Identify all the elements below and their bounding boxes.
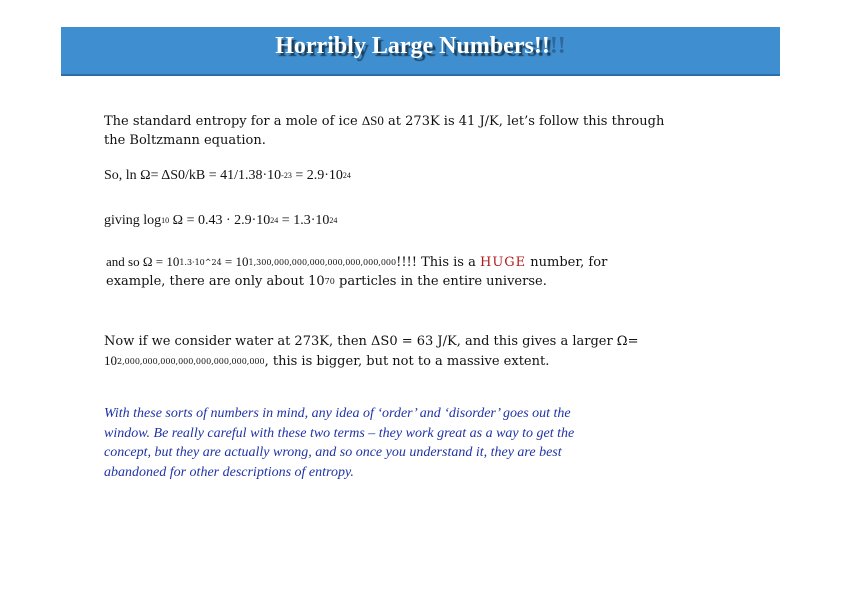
- text: window. Be really careful with these two terms – they work great as a way to get the: [104, 425, 575, 441]
- text: The standard entropy for a mole of ice: [104, 114, 362, 129]
- exponent: 24: [342, 171, 351, 180]
- text: number, for: [526, 255, 608, 270]
- text: = 1.3·10: [278, 213, 330, 228]
- text: concept, but they are actually wrong, and so once you understand it, they are best: [104, 445, 562, 460]
- subscript: 10: [161, 216, 170, 225]
- paragraph-ice-entropy: [104, 111, 664, 150]
- text: at 273K is 41 J/K, let’s follow this through: [383, 114, 665, 129]
- text: giving log: [104, 213, 162, 228]
- text: With these sorts of numbers in mind, any idea of ‘order’ and ‘disorder’ goes out the: [104, 406, 571, 421]
- title-ghost-text: !!: [549, 33, 566, 59]
- title-bar: [61, 27, 780, 76]
- page-title: [61, 33, 780, 60]
- exponent: 24: [270, 216, 279, 225]
- text: So, ln Ω= ΔS0/kB = 41/1.38·10: [104, 168, 282, 183]
- text: example, there are only about 10: [106, 274, 325, 289]
- exponent: 1,300,000,000,000,000,000,000,000: [248, 258, 397, 267]
- text: !!!! This is a: [396, 255, 480, 270]
- paragraph-ln-omega: [104, 166, 351, 185]
- exponent: -23: [281, 171, 292, 180]
- paragraph-order-disorder: [104, 404, 574, 482]
- paragraph-log-omega: [104, 211, 337, 230]
- text: the Boltzmann equation.: [104, 133, 266, 148]
- title-text: Horribly Large Numbers!!: [275, 33, 550, 59]
- text: , this is bigger, but not to a massive extent.: [264, 354, 550, 369]
- text: particles in the entire universe.: [334, 274, 547, 289]
- text: Ω = 0.43 · 2.9·10: [169, 213, 271, 228]
- text: Now if we consider water at 273K, then ΔS0 = 63 J/K, and this gives a larger Ω=: [104, 334, 639, 349]
- text: 10: [104, 353, 117, 368]
- text: = 2.9·10: [291, 168, 343, 183]
- exponent: 24: [329, 216, 338, 225]
- text: abandoned for other descriptions of entropy.: [104, 464, 354, 480]
- text: = 10: [221, 254, 249, 269]
- exponent: 1.3·10^24: [179, 258, 222, 267]
- symbol: ΔS0: [361, 113, 384, 128]
- paragraph-water: [104, 332, 638, 371]
- exponent: 2,000,000,000,000,000,000,000,000: [117, 357, 265, 366]
- text: and so Ω = 10: [106, 254, 180, 269]
- exponent: 70: [324, 277, 335, 286]
- paragraph-huge-number: [106, 252, 607, 291]
- huge-highlight: HUGE: [479, 255, 527, 270]
